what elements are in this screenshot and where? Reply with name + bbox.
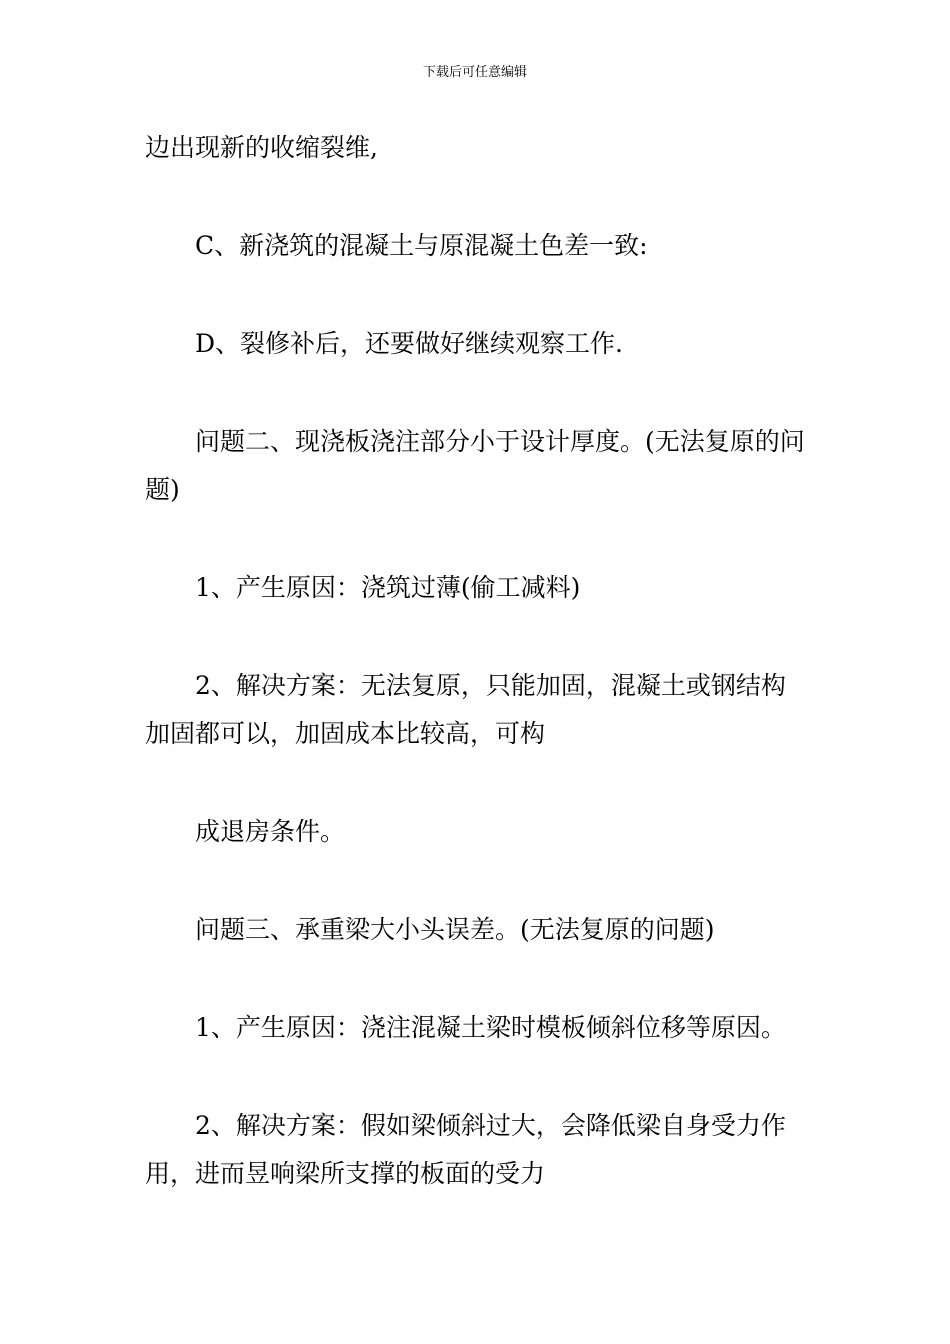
paragraph-problem-three-cause: 1、产生原因：浇注混凝土梁时模板倾斜位移等原因。 [195,1013,786,1042]
paragraph-item-c: C、新浇筑的混凝土与原混凝土色差一致: [195,231,648,260]
paragraph-item-d: D、裂修补后，还要做好继续观察工作. [195,329,623,358]
paragraph-problem-two-solution-cont: 成退房条件。 [195,817,346,846]
paragraph-crack-continuation: 边出现新的收缩裂维, [145,133,378,162]
paragraph-problem-two-solution: 2、解决方案：无法复原，只能加固，混凝土或钢结构加固都可以，加固成本比较高，可构 [145,671,786,748]
page-header: 下载后可任意编辑 [422,65,527,80]
paragraph-problem-three-title: 问题三、承重梁大小头误差。(无法复原的问题) [195,915,715,944]
paragraph-problem-three-solution: 2、解决方案：假如梁倾斜过大，会降低梁自身受力作用，进而昱响梁所支撑的板面的受力 [145,1111,786,1188]
document-body [145,124,810,1248]
paragraph-problem-two-cause: 1、产生原因：浇筑过薄(偷工减料) [195,573,581,602]
paragraph-problem-two-title: 问题二、现浇板浇注部分小于设计厚度。(无法复原的问题) [145,427,805,504]
